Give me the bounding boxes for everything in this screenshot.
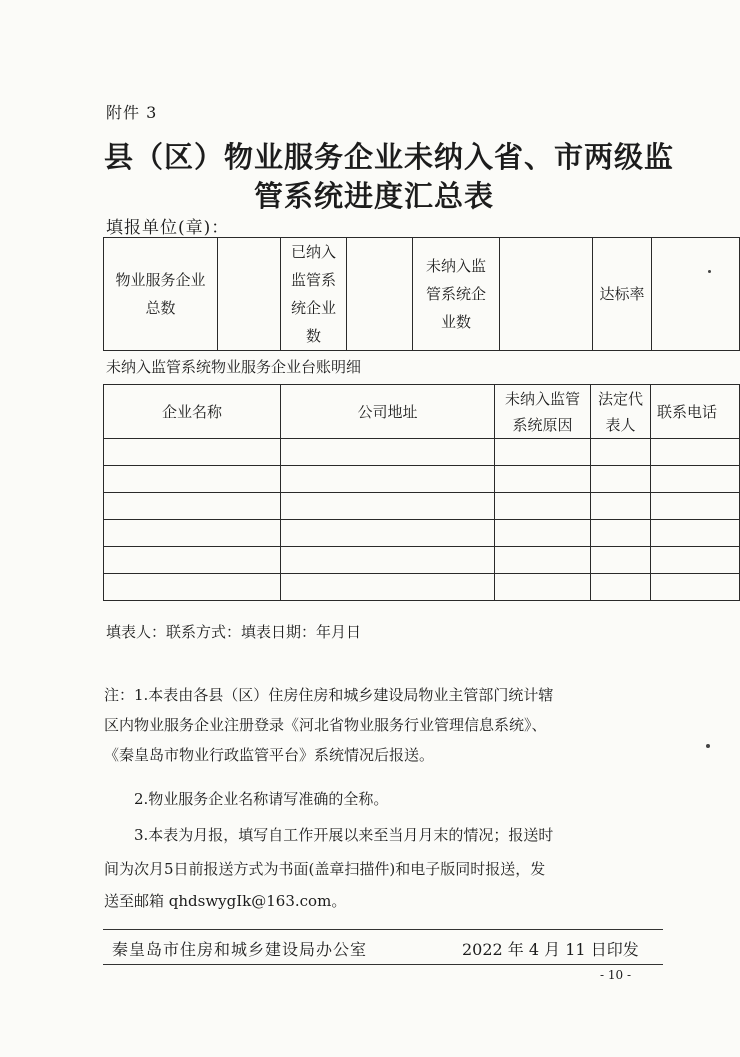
table-row xyxy=(104,547,740,574)
table-cell[interactable] xyxy=(104,520,281,547)
filler-info-line: 填表人：联系方式：填表日期：年月日 xyxy=(106,623,362,641)
col-header-legal-rep-line-1: 法定代 xyxy=(597,389,643,408)
table-cell[interactable] xyxy=(495,574,591,601)
note-3-line-2: 间为次月5日前报送方式为书面(盖章扫描件)和电子版同时报送，发 xyxy=(104,860,546,878)
table-cell[interactable] xyxy=(495,466,591,493)
table-cell[interactable] xyxy=(651,574,740,601)
table-cell[interactable] xyxy=(104,547,281,574)
table-cell[interactable] xyxy=(651,466,740,493)
table-cell[interactable] xyxy=(495,439,591,466)
included-label-cell xyxy=(281,238,347,351)
table-row xyxy=(104,574,740,601)
table-cell[interactable] xyxy=(104,466,281,493)
note-1-line-2: 区内物业服务企业注册登录《河北省物业服务行业管理信息系统》、 xyxy=(104,716,547,734)
total-count-label-cell xyxy=(104,238,218,351)
table-cell[interactable] xyxy=(591,574,651,601)
table-row xyxy=(104,493,740,520)
table-cell[interactable] xyxy=(651,547,740,574)
table-cell[interactable] xyxy=(495,547,591,574)
table-cell[interactable] xyxy=(281,520,495,547)
detail-section-title: 未纳入监管系统物业服务企业台账明细 xyxy=(106,358,362,376)
col-header-legal-rep-line-2: 表人 xyxy=(605,415,636,434)
included-value-cell[interactable] xyxy=(347,238,413,351)
col-header-legal-rep xyxy=(591,385,651,439)
table-row xyxy=(104,466,740,493)
table-cell[interactable] xyxy=(104,439,281,466)
note-1-line-1: 注：1.本表由各县（区）住房住房和城乡建设局物业主管部门统计辖 xyxy=(104,686,554,704)
table-cell[interactable] xyxy=(281,547,495,574)
table-row xyxy=(104,520,740,547)
note-3-line-1: 3.本表为月报，填写自工作开展以来至当月月末的情况；报送时 xyxy=(134,826,554,844)
total-count-label-line-2: 总数 xyxy=(145,299,176,317)
footer-top-rule xyxy=(103,929,663,930)
total-count-label-line-1: 物业服务企业 xyxy=(115,271,206,289)
filling-unit-label: 填报单位(章)： xyxy=(106,218,230,238)
included-label-line-4: 数 xyxy=(305,327,321,345)
table-cell[interactable] xyxy=(651,520,740,547)
table-cell[interactable] xyxy=(591,439,651,466)
not-included-value-cell[interactable] xyxy=(500,238,593,351)
col-header-reason xyxy=(495,385,591,439)
col-header-reason-line-1: 未纳入监管 xyxy=(504,389,580,408)
page-title-line-1: 县（区）物业服务企业未纳入省、市两级监 xyxy=(104,140,675,174)
table-cell[interactable] xyxy=(281,493,495,520)
summary-table xyxy=(103,237,740,351)
footer-issuer: 秦皇岛市住房和城乡建设局办公室 xyxy=(112,940,368,959)
table-cell[interactable] xyxy=(651,439,740,466)
included-label-line-2: 监管系 xyxy=(290,271,336,289)
not-included-label-cell xyxy=(413,238,500,351)
table-cell[interactable] xyxy=(651,493,740,520)
footer-date: 2022 年 4 月 11 日印发 xyxy=(462,940,639,959)
included-label-line-1: 已纳入 xyxy=(290,243,336,261)
col-header-reason-line-2: 系统原因 xyxy=(512,415,573,434)
col-header-phone: 联系电话 xyxy=(651,385,740,439)
col-header-company-name: 企业名称 xyxy=(104,385,281,439)
table-cell[interactable] xyxy=(591,493,651,520)
col-header-address: 公司地址 xyxy=(281,385,495,439)
table-cell[interactable] xyxy=(495,493,591,520)
table-cell[interactable] xyxy=(104,574,281,601)
total-count-value-cell[interactable] xyxy=(218,238,281,351)
table-cell[interactable] xyxy=(591,547,651,574)
not-included-label-line-1: 未纳入监 xyxy=(425,257,486,275)
table-row xyxy=(104,439,740,466)
scan-speck xyxy=(708,270,711,273)
not-included-label-line-2: 管系统企 xyxy=(425,285,486,303)
not-included-label-line-3: 业数 xyxy=(440,313,471,331)
table-cell[interactable] xyxy=(591,466,651,493)
page-number: - 10 - xyxy=(600,968,632,982)
table-cell[interactable] xyxy=(281,574,495,601)
note-1-line-3: 《秦皇岛市物业行政监管平台》系统情况后报送。 xyxy=(104,746,435,764)
table-cell[interactable] xyxy=(591,520,651,547)
note-3-line-3: 送至邮箱 qhdswygIk@163.com。 xyxy=(104,892,347,910)
attachment-label: 附件 3 xyxy=(106,103,158,122)
table-cell[interactable] xyxy=(281,466,495,493)
rate-label-cell: 达标率 xyxy=(593,238,652,351)
note-2: 2.物业服务企业名称请写准确的全称。 xyxy=(134,790,389,808)
footer-bottom-rule xyxy=(103,964,663,965)
rate-value-cell[interactable] xyxy=(652,238,740,351)
table-cell[interactable] xyxy=(495,520,591,547)
page-title-line-2: 管系统进度汇总表 xyxy=(254,179,495,213)
scan-speck xyxy=(706,744,710,748)
included-label-line-3: 统企业 xyxy=(290,299,336,317)
table-cell[interactable] xyxy=(104,493,281,520)
detail-table xyxy=(103,384,740,601)
table-cell[interactable] xyxy=(281,439,495,466)
